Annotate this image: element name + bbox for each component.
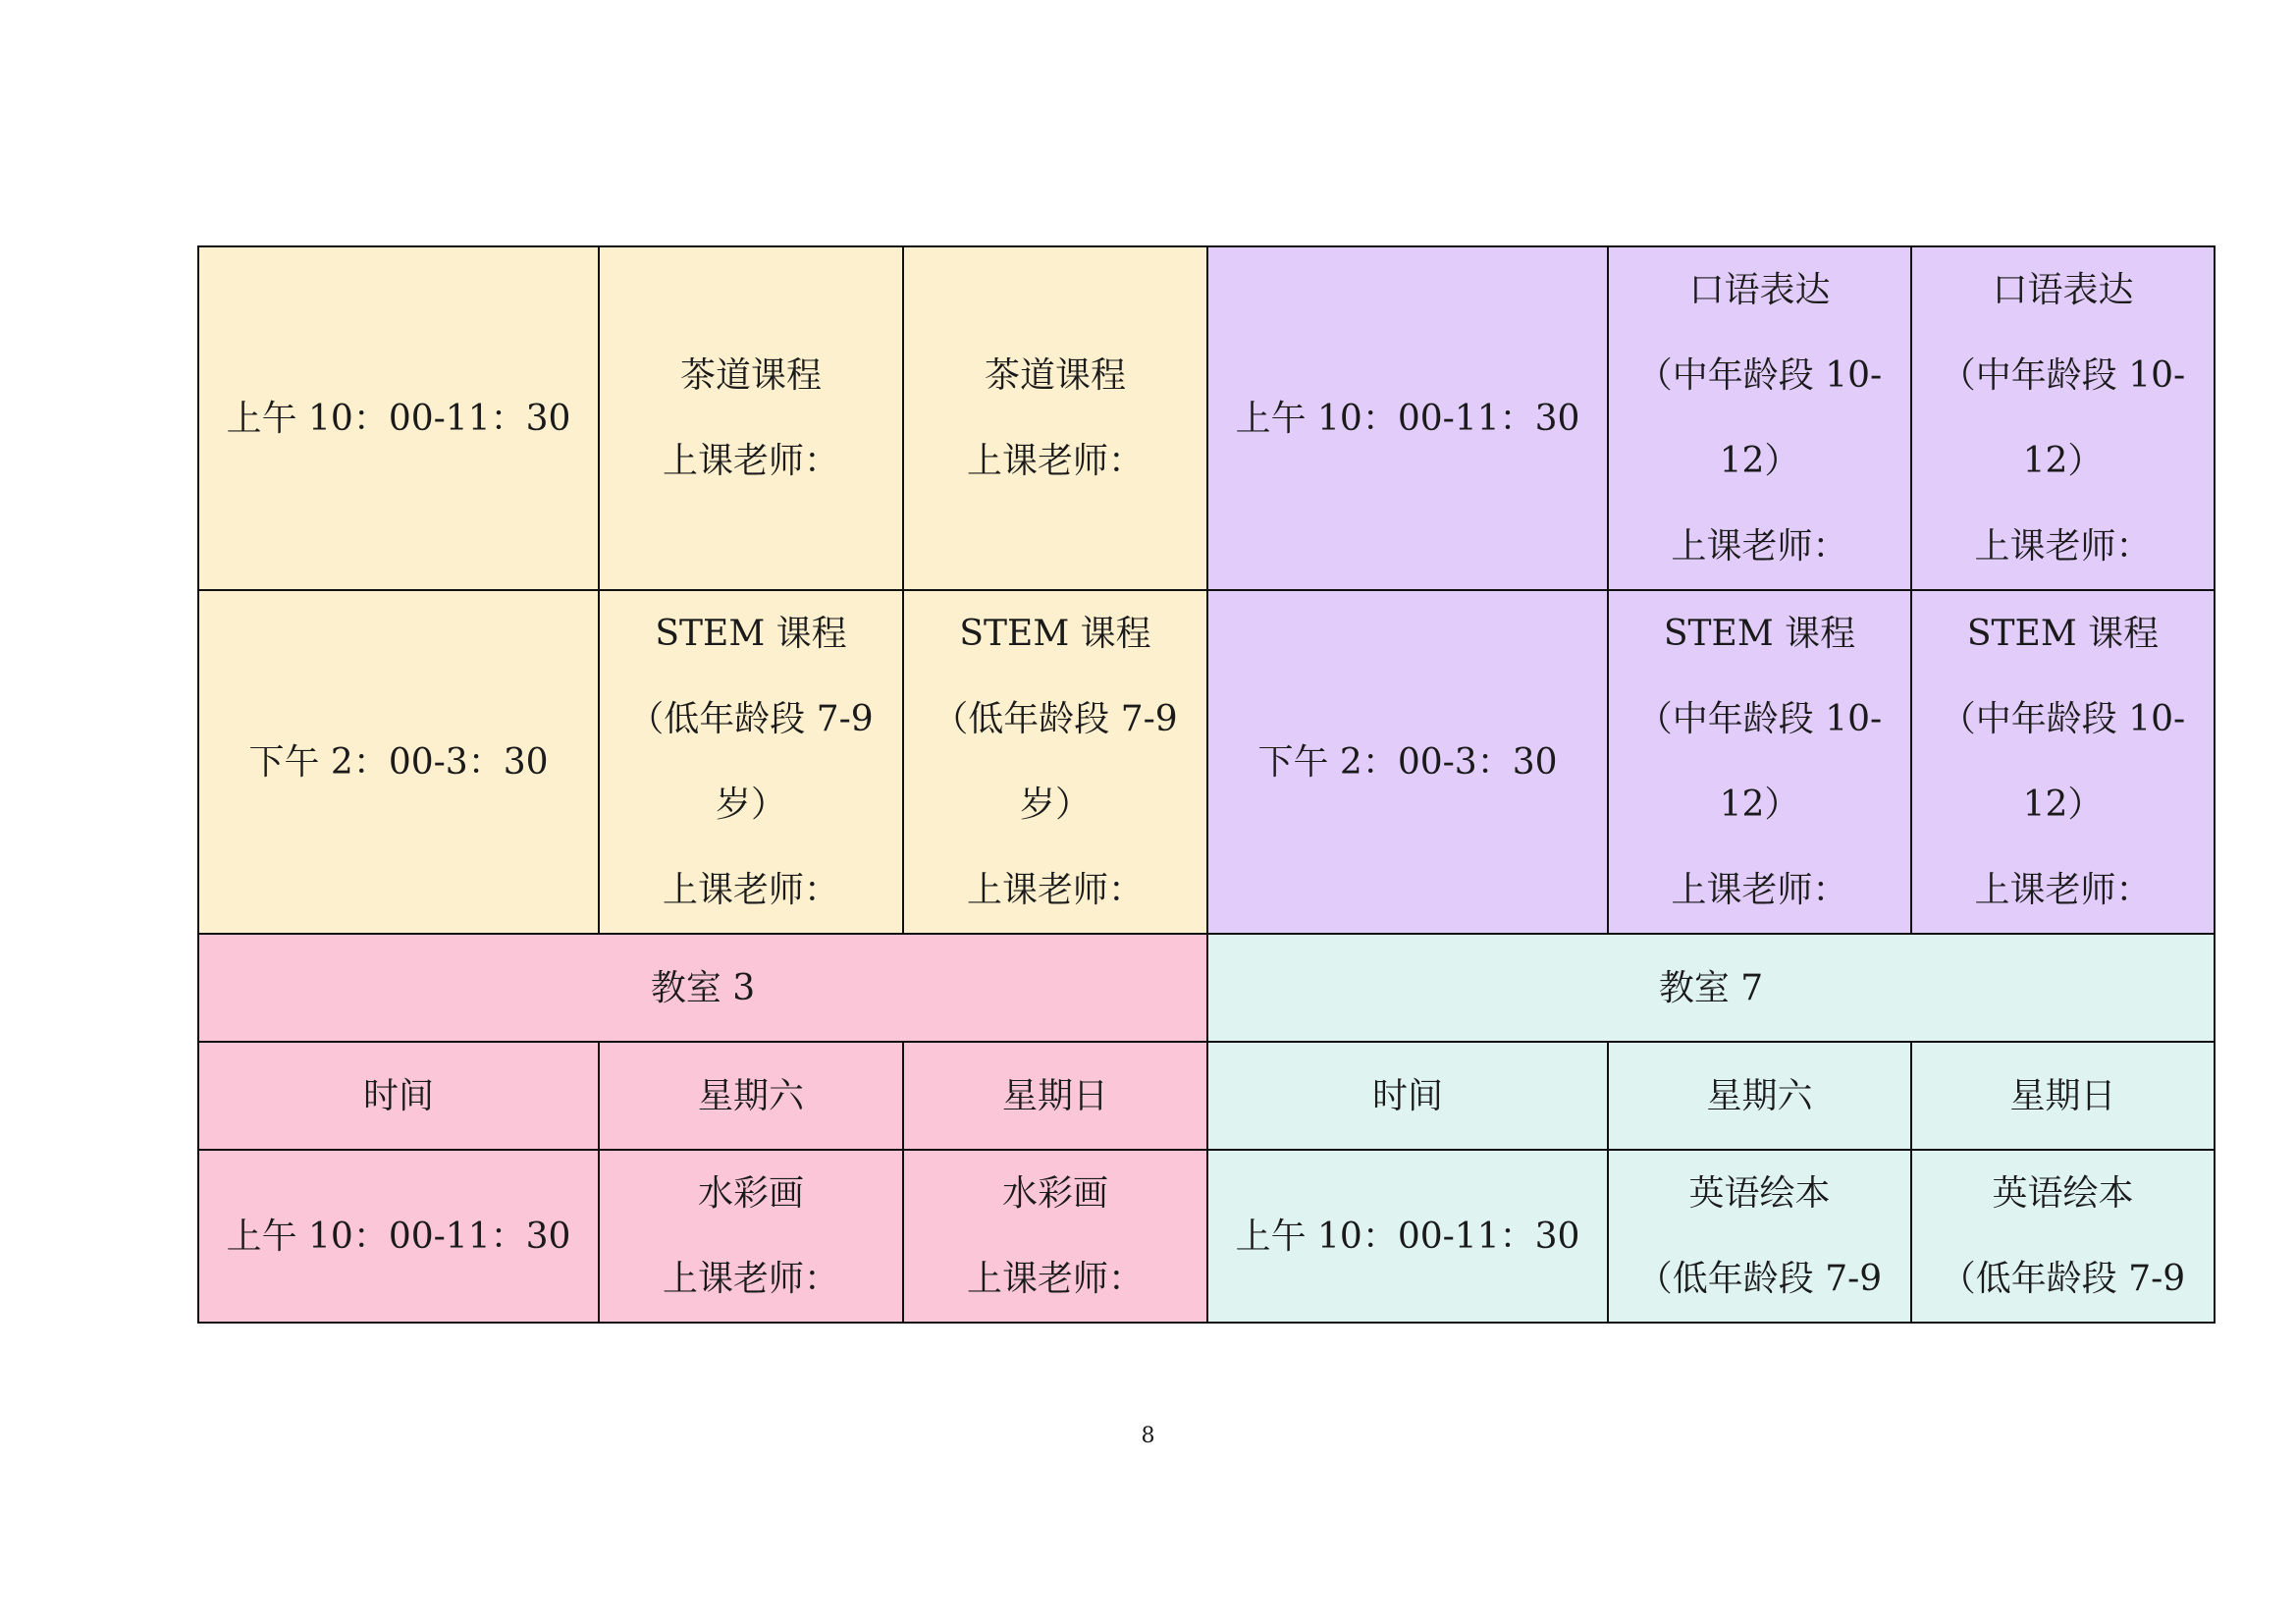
teacher-line: 上课老师： [662, 1259, 839, 1299]
teacher-line: 上课老师： [1671, 526, 1848, 567]
age-line: （低年龄段 7-9 [1636, 1259, 1883, 1299]
column-header-time: 时间 [1207, 1042, 1608, 1150]
table-row [198, 1042, 2215, 1150]
age-line: （中年龄段 10- [1940, 355, 2186, 396]
age-line: （低年龄段 7-9 [933, 699, 1178, 739]
age-line: （中年龄段 10- [1636, 699, 1883, 739]
age-line: 12） [2022, 441, 2104, 481]
classroom-heading: 教室 3 [198, 934, 1207, 1042]
course-line: STEM 课程 [1966, 614, 2160, 654]
teacher-line: 上课老师： [966, 870, 1144, 910]
age-line: 12） [1719, 785, 1800, 825]
course-line: 茶道课程 [679, 355, 822, 396]
time-cell: 上午 10：00-11：30 [1207, 246, 1608, 590]
time-cell: 上午 10：00-11：30 [198, 246, 599, 590]
course-line: 口语表达 [1992, 270, 2134, 310]
course-line: 口语表达 [1688, 270, 1831, 310]
course-cell [1911, 1150, 2215, 1323]
teacher-line: 上课老师： [662, 441, 839, 481]
course-cell [903, 246, 1207, 590]
classroom-heading: 教室 7 [1207, 934, 2215, 1042]
course-line: STEM 课程 [959, 614, 1151, 654]
column-header-time: 时间 [198, 1042, 599, 1150]
course-cell [599, 1150, 903, 1323]
course-cell [599, 590, 903, 934]
table-row [198, 246, 2215, 590]
teacher-line: 上课老师： [1671, 870, 1848, 910]
teacher-line: 上课老师： [662, 870, 839, 910]
course-cell [1608, 590, 1911, 934]
table-row [198, 1150, 2215, 1323]
time-cell: 下午 2：00-3：30 [198, 590, 599, 934]
age-line: 12） [1719, 441, 1800, 481]
course-line: STEM 课程 [1663, 614, 1856, 654]
course-cell [903, 1150, 1207, 1323]
course-line: 水彩画 [697, 1173, 804, 1214]
column-header-sunday: 星期日 [903, 1042, 1207, 1150]
course-cell [903, 590, 1207, 934]
table-row [198, 934, 2215, 1042]
column-header-sunday: 星期日 [1911, 1042, 2215, 1150]
teacher-line: 上课老师： [1974, 870, 2152, 910]
time-cell: 上午 10：00-11：30 [1207, 1150, 1608, 1323]
table-row [198, 590, 2215, 934]
course-cell [1608, 1150, 1911, 1323]
teacher-line: 上课老师： [966, 1259, 1144, 1299]
age-line: 岁） [1019, 785, 1091, 825]
course-cell [599, 246, 903, 590]
column-header-saturday: 星期六 [1608, 1042, 1911, 1150]
time-cell: 上午 10：00-11：30 [198, 1150, 599, 1323]
schedule-table [197, 245, 2216, 1324]
teacher-line: 上课老师： [1974, 526, 2152, 567]
age-line: （低年龄段 7-9 [628, 699, 874, 739]
course-line: 英语绘本 [1992, 1173, 2134, 1214]
course-cell [1608, 246, 1911, 590]
teacher-line: 上课老师： [966, 441, 1144, 481]
course-line: 茶道课程 [984, 355, 1126, 396]
age-line: （中年龄段 10- [1636, 355, 1883, 396]
course-cell [1911, 590, 2215, 934]
course-cell [1911, 246, 2215, 590]
age-line: 岁） [715, 785, 786, 825]
column-header-saturday: 星期六 [599, 1042, 903, 1150]
course-line: STEM 课程 [655, 614, 847, 654]
age-line: （中年龄段 10- [1940, 699, 2186, 739]
time-cell: 下午 2：00-3：30 [1207, 590, 1608, 934]
course-line: 水彩画 [1001, 1173, 1108, 1214]
course-line: 英语绘本 [1688, 1173, 1831, 1214]
age-line: 12） [2022, 785, 2104, 825]
age-line: （低年龄段 7-9 [1940, 1259, 2186, 1299]
page-number: 8 [1141, 1424, 1155, 1448]
